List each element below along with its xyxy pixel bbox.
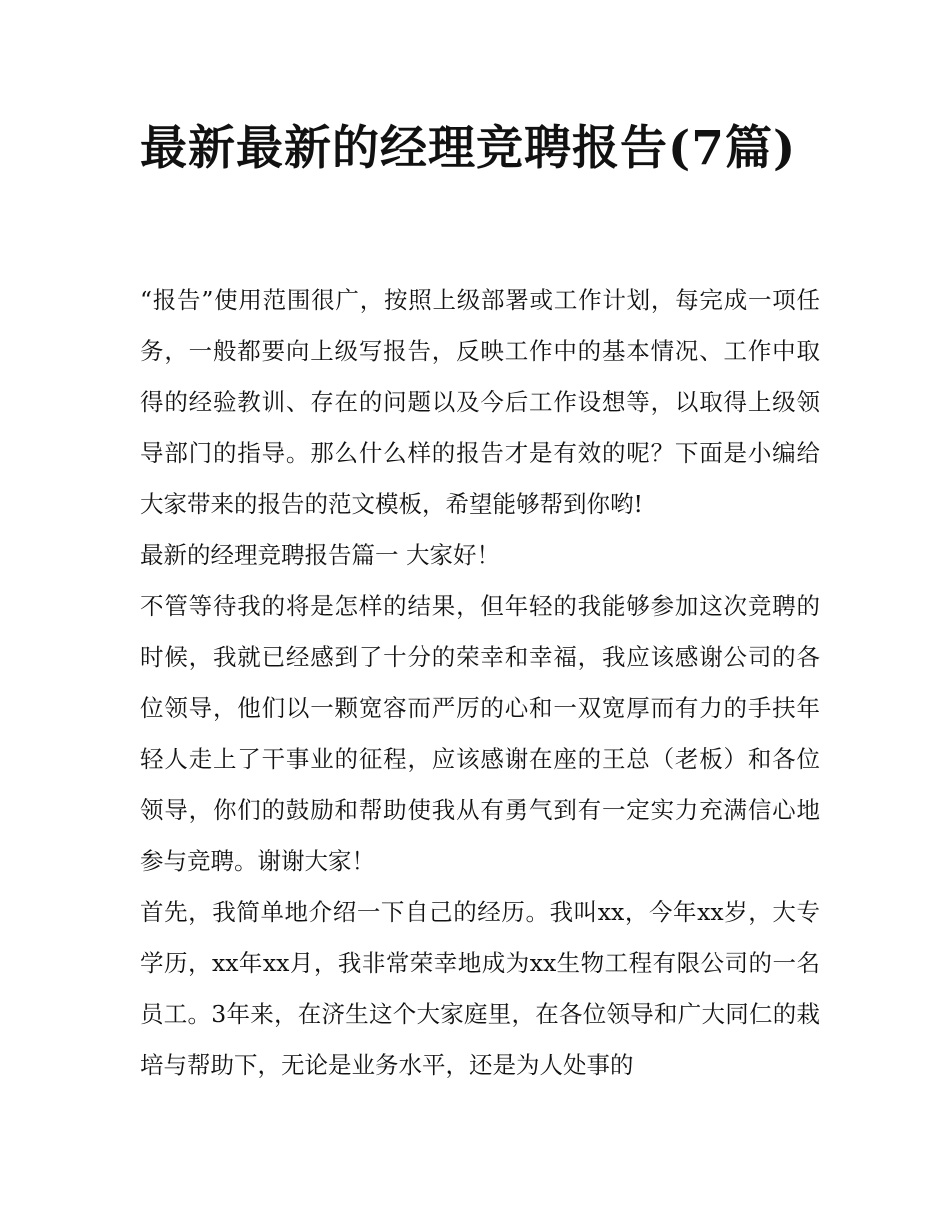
introduction-paragraph: 首先，我简单地介绍一下自己的经历。我叫xx，今年xx岁，大专学历，xx年xx月，我非常荣幸地成为xx生物工程有限公司的一名员工。3年来，在济生这个大家庭里，在各位领导和广大同仁的栽培与帮助下，无论是业务水平，还是为人处事的 xyxy=(140,898,820,1079)
document-title: 最新最新的经理竞聘报告(7篇) xyxy=(140,121,797,176)
section-heading-paragraph: 最新的经理竞聘报告篇一 大家好！ xyxy=(140,541,500,569)
intro-paragraph: “报告”使用范围很广，按照上级部署或工作计划，每完成一项任务，一般都要向上级写报告，反映工作中的基本情况、工作中取得的经验教训、存在的问题以及今后工作设想等，以取得上级领导部门的指导。那么什么样的报告才是有效的呢？下面是小编给大家带来的报告的范文模板，希望能够帮到你哟! xyxy=(140,286,820,518)
document-body xyxy=(140,275,820,1091)
gratitude-paragraph: 不管等待我的将是怎样的结果，但年轻的我能够参加这次竞聘的时候，我就已经感到了十分的荣幸和幸福，我应该感谢公司的各位领导，他们以一颗宽容而严厉的心和一双宽厚而有力的手扶年轻人走上了干事业的征程，应该感谢在座的王总（老板）和各位领导，你们的鼓励和帮助使我从有勇气到有一定实力充满信心地参与竞聘。谢谢大家！ xyxy=(140,592,820,875)
